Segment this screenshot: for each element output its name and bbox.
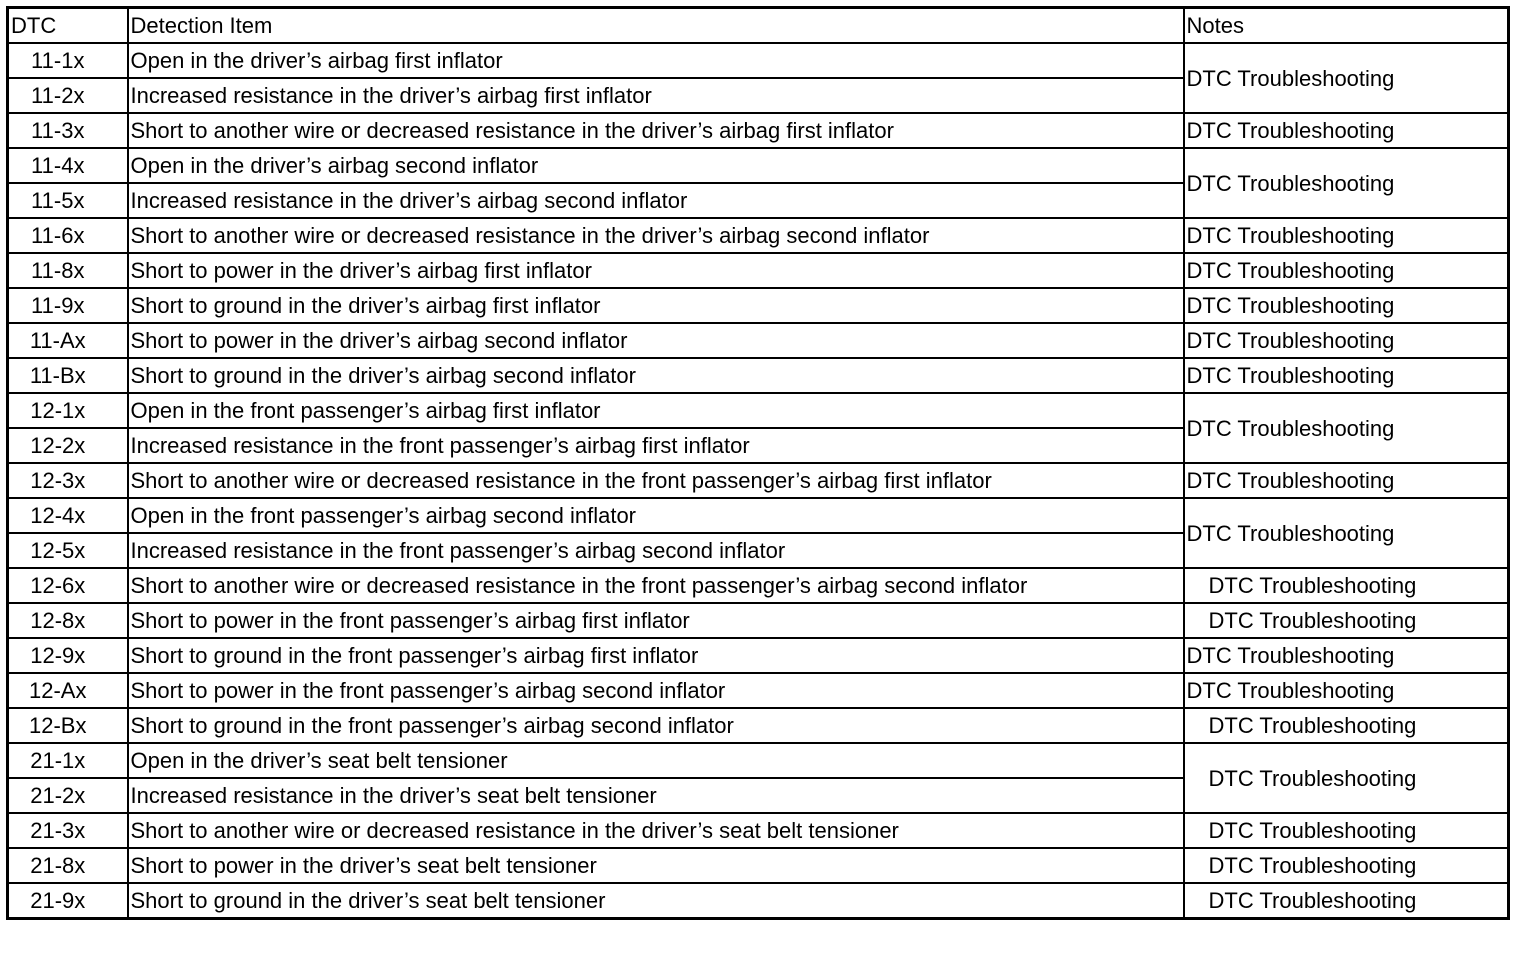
dtc-code-cell: 11-4x (8, 148, 128, 183)
table-header (8, 8, 1509, 44)
table-row (8, 148, 1509, 183)
notes-cell: DTC Troubleshooting (1184, 218, 1509, 253)
table-row (8, 253, 1509, 288)
table-row (8, 743, 1509, 778)
dtc-code-cell: 21-9x (8, 883, 128, 919)
detection-item-cell: Short to power in the driver’s airbag first inflator (128, 253, 1184, 288)
detection-item-cell: Short to another wire or decreased resistance in the driver’s airbag second inflator (128, 218, 1184, 253)
dtc-code-cell: 12-6x (8, 568, 128, 603)
detection-item-cell: Short to power in the driver’s seat belt tensioner (128, 848, 1184, 883)
detection-item-cell: Increased resistance in the front passenger’s airbag second inflator (128, 533, 1184, 568)
notes-cell: DTC Troubleshooting (1184, 568, 1509, 603)
dtc-code-cell: 11-9x (8, 288, 128, 323)
notes-cell: DTC Troubleshooting (1184, 638, 1509, 673)
detection-item-cell: Short to another wire or decreased resistance in the front passenger’s airbag first inflator (128, 463, 1184, 498)
dtc-code-cell: 12-4x (8, 498, 128, 533)
notes-cell: DTC Troubleshooting (1184, 113, 1509, 148)
notes-cell: DTC Troubleshooting (1184, 288, 1509, 323)
table-row (8, 323, 1509, 358)
detection-item-cell: Increased resistance in the driver’s airbag first inflator (128, 78, 1184, 113)
detection-item-cell: Increased resistance in the front passenger’s airbag first inflator (128, 428, 1184, 463)
notes-cell: DTC Troubleshooting (1184, 848, 1509, 883)
dtc-code-cell: 11-2x (8, 78, 128, 113)
table-row (8, 113, 1509, 148)
detection-item-cell: Short to ground in the driver’s seat belt tensioner (128, 883, 1184, 919)
dtc-code-cell: 11-Bx (8, 358, 128, 393)
detection-item-cell: Short to ground in the front passenger’s airbag second inflator (128, 708, 1184, 743)
dtc-code-cell: 12-3x (8, 463, 128, 498)
dtc-code-cell: 11-5x (8, 183, 128, 218)
detection-item-cell: Short to ground in the driver’s airbag second inflator (128, 358, 1184, 393)
notes-cell: DTC Troubleshooting (1184, 253, 1509, 288)
table-row (8, 813, 1509, 848)
table-row (8, 218, 1509, 253)
dtc-code-cell: 11-6x (8, 218, 128, 253)
notes-cell: DTC Troubleshooting (1184, 883, 1509, 919)
detection-item-cell: Short to power in the front passenger’s airbag first inflator (128, 603, 1184, 638)
dtc-code-cell: 12-Bx (8, 708, 128, 743)
detection-item-cell: Short to another wire or decreased resistance in the driver’s seat belt tensioner (128, 813, 1184, 848)
dtc-code-cell: 11-Ax (8, 323, 128, 358)
table-row (8, 603, 1509, 638)
notes-cell: DTC Troubleshooting (1184, 358, 1509, 393)
table-row (8, 288, 1509, 323)
notes-cell: DTC Troubleshooting (1184, 743, 1509, 813)
detection-item-cell: Short to ground in the driver’s airbag first inflator (128, 288, 1184, 323)
notes-cell: DTC Troubleshooting (1184, 708, 1509, 743)
notes-cell: DTC Troubleshooting (1184, 673, 1509, 708)
detection-item-cell: Short to ground in the front passenger’s airbag first inflator (128, 638, 1184, 673)
detection-item-cell: Open in the driver’s seat belt tensioner (128, 743, 1184, 778)
table-row (8, 393, 1509, 428)
header-dtc: DTC (8, 8, 128, 44)
header-notes: Notes (1184, 8, 1509, 44)
detection-item-cell: Open in the driver’s airbag first inflator (128, 43, 1184, 78)
notes-cell: DTC Troubleshooting (1184, 43, 1509, 113)
notes-cell: DTC Troubleshooting (1184, 813, 1509, 848)
dtc-code-cell: 11-1x (8, 43, 128, 78)
dtc-code-cell: 21-1x (8, 743, 128, 778)
notes-cell: DTC Troubleshooting (1184, 148, 1509, 218)
detection-item-cell: Short to another wire or decreased resistance in the front passenger’s airbag second inflator (128, 568, 1184, 603)
table-row (8, 883, 1509, 919)
table-row (8, 708, 1509, 743)
dtc-code-cell: 21-8x (8, 848, 128, 883)
notes-cell: DTC Troubleshooting (1184, 498, 1509, 568)
dtc-code-cell: 12-8x (8, 603, 128, 638)
detection-item-cell: Open in the driver’s airbag second inflator (128, 148, 1184, 183)
detection-item-cell: Short to another wire or decreased resistance in the driver’s airbag first inflator (128, 113, 1184, 148)
dtc-code-cell: 12-Ax (8, 673, 128, 708)
detection-item-cell: Short to power in the driver’s airbag second inflator (128, 323, 1184, 358)
table-row (8, 463, 1509, 498)
table-row (8, 673, 1509, 708)
table-body (8, 43, 1509, 919)
header-detection-item: Detection Item (128, 8, 1184, 44)
detection-item-cell: Open in the front passenger’s airbag first inflator (128, 393, 1184, 428)
table-row (8, 848, 1509, 883)
table-row (8, 498, 1509, 533)
table-row (8, 638, 1509, 673)
dtc-code-cell: 11-8x (8, 253, 128, 288)
dtc-code-cell: 21-2x (8, 778, 128, 813)
dtc-code-cell: 12-9x (8, 638, 128, 673)
table-row (8, 358, 1509, 393)
notes-cell: DTC Troubleshooting (1184, 463, 1509, 498)
dtc-code-cell: 21-3x (8, 813, 128, 848)
detection-item-cell: Increased resistance in the driver’s airbag second inflator (128, 183, 1184, 218)
notes-cell: DTC Troubleshooting (1184, 603, 1509, 638)
dtc-code-cell: 11-3x (8, 113, 128, 148)
notes-cell: DTC Troubleshooting (1184, 393, 1509, 463)
dtc-code-cell: 12-5x (8, 533, 128, 568)
dtc-table (6, 6, 1510, 920)
detection-item-cell: Open in the front passenger’s airbag second inflator (128, 498, 1184, 533)
dtc-code-cell: 12-2x (8, 428, 128, 463)
detection-item-cell: Increased resistance in the driver’s seat belt tensioner (128, 778, 1184, 813)
detection-item-cell: Short to power in the front passenger’s airbag second inflator (128, 673, 1184, 708)
notes-cell: DTC Troubleshooting (1184, 323, 1509, 358)
dtc-code-cell: 12-1x (8, 393, 128, 428)
table-row (8, 568, 1509, 603)
table-row (8, 43, 1509, 78)
header-row (8, 8, 1509, 44)
